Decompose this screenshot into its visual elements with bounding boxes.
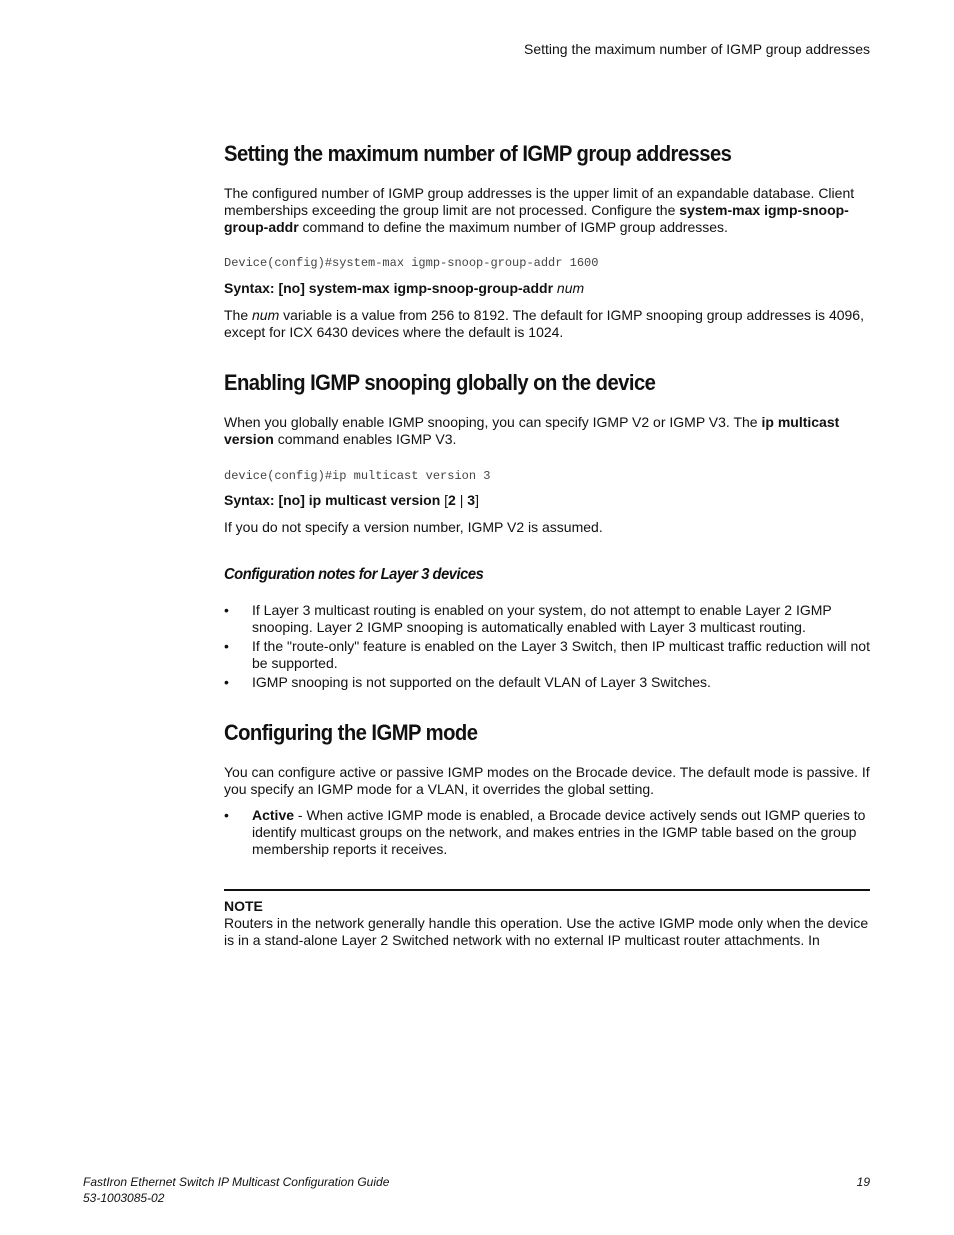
command-name: ip multicast version xyxy=(224,414,840,447)
syntax-command: Syntax: [no] ip multicast version xyxy=(224,492,441,508)
code-example-version: device(config)#ip multicast version 3 xyxy=(224,469,491,483)
list-item xyxy=(224,674,872,691)
text-run: The xyxy=(224,307,253,323)
bullet: • xyxy=(224,602,229,618)
bullet: • xyxy=(224,674,229,690)
list-item-text: IGMP snooping is not supported on the default VLAN of Layer 3 Switches. xyxy=(252,674,711,690)
igmp-mode-list xyxy=(224,807,872,860)
max-groups-intro xyxy=(224,185,872,236)
text-run: When you globally enable IGMP snooping, you can specify IGMP V2 or IGMP V3. The xyxy=(224,414,762,430)
version-default-note: If you do not specify a version number, IGMP V2 is assumed. xyxy=(224,519,603,535)
footer-doc-number: 53-1003085-02 xyxy=(83,1191,165,1205)
command-name: system-max igmp-snoop-group-addr xyxy=(224,202,849,235)
igmp-mode-intro: You can configure active or passive IGMP modes on the Brocade device. The default mode is passive. If you specify an IGMP mode for a VLAN, it overrides the global setting. xyxy=(224,764,870,797)
syntax-max-groups xyxy=(224,280,872,297)
note-text: Routers in the network generally handle this operation. Use the active IGMP mode only when the device is in a stand-alone Layer 2 Switched network with no external IP multicast router attachments. In xyxy=(224,915,869,948)
note-rule xyxy=(224,889,870,891)
variable-name: num xyxy=(252,307,280,323)
max-groups-range xyxy=(224,307,872,341)
text-run: [ xyxy=(440,492,449,508)
syntax-variable: num xyxy=(556,280,585,296)
bullet: • xyxy=(224,807,229,823)
section-title-max-groups: Setting the maximum number of IGMP group addresses xyxy=(224,141,732,166)
list-item-text: If Layer 3 multicast routing is enabled on your system, do not attempt to enable Layer 2 IGMP snooping. Layer 2 IGMP snooping is automatically enabled with Layer 3 multicast routing. xyxy=(252,602,832,635)
syntax-option: 2 xyxy=(448,492,456,508)
footer-guide-title: FastIron Ethernet Switch IP Multicast Configuration Guide xyxy=(83,1175,390,1189)
running-header: Setting the maximum number of IGMP group addresses xyxy=(523,41,870,57)
syntax-version xyxy=(224,492,872,509)
list-item-text: If the "route-only" feature is enabled on the Layer 3 Switch, then IP multicast traffic reduction will not be supported. xyxy=(252,638,870,671)
mode-label: Active xyxy=(252,807,295,823)
subsection-title-layer3: Configuration notes for Layer 3 devices xyxy=(224,566,484,583)
section-title-igmp-mode: Configuring the IGMP mode xyxy=(224,720,478,745)
layer3-notes-list xyxy=(224,602,872,693)
bullet: • xyxy=(224,638,229,654)
text-run: ] xyxy=(475,492,479,508)
code-example-max-groups: Device(config)#system-max igmp-snoop-group-addr 1600 xyxy=(224,256,599,270)
text-run: variable is a value from 256 to 8192. The default for IGMP snooping group addresses is 4096, except for ICX 6430 devices where the default is 1024. xyxy=(224,307,864,340)
list-item xyxy=(224,602,872,636)
list-item-text: - When active IGMP mode is enabled, a Brocade device actively sends out IGMP queries to identify multicast groups on the network, and makes entries in the IGMP table based on the group membership reports it receives. xyxy=(252,807,866,857)
syntax-command: Syntax: [no] system-max igmp-snoop-group-addr xyxy=(224,280,554,296)
enable-global-intro xyxy=(224,414,872,448)
text-run: command enables IGMP V3. xyxy=(273,431,457,447)
list-item xyxy=(224,638,872,672)
text-run: | xyxy=(455,492,468,508)
note-label-text: NOTE xyxy=(224,898,263,914)
note-label xyxy=(224,898,872,915)
list-item xyxy=(224,807,872,858)
footer-page-number: 19 xyxy=(856,1175,870,1189)
section-title-enable-global: Enabling IGMP snooping globally on the device xyxy=(224,370,656,395)
text-run: command to define the maximum number of IGMP group addresses. xyxy=(298,219,728,235)
text-run: The configured number of IGMP group addresses is the upper limit of an expandable database. Client memberships exceeding the group limit are not processed. Configure the xyxy=(224,185,855,218)
syntax-option: 3 xyxy=(467,492,476,508)
